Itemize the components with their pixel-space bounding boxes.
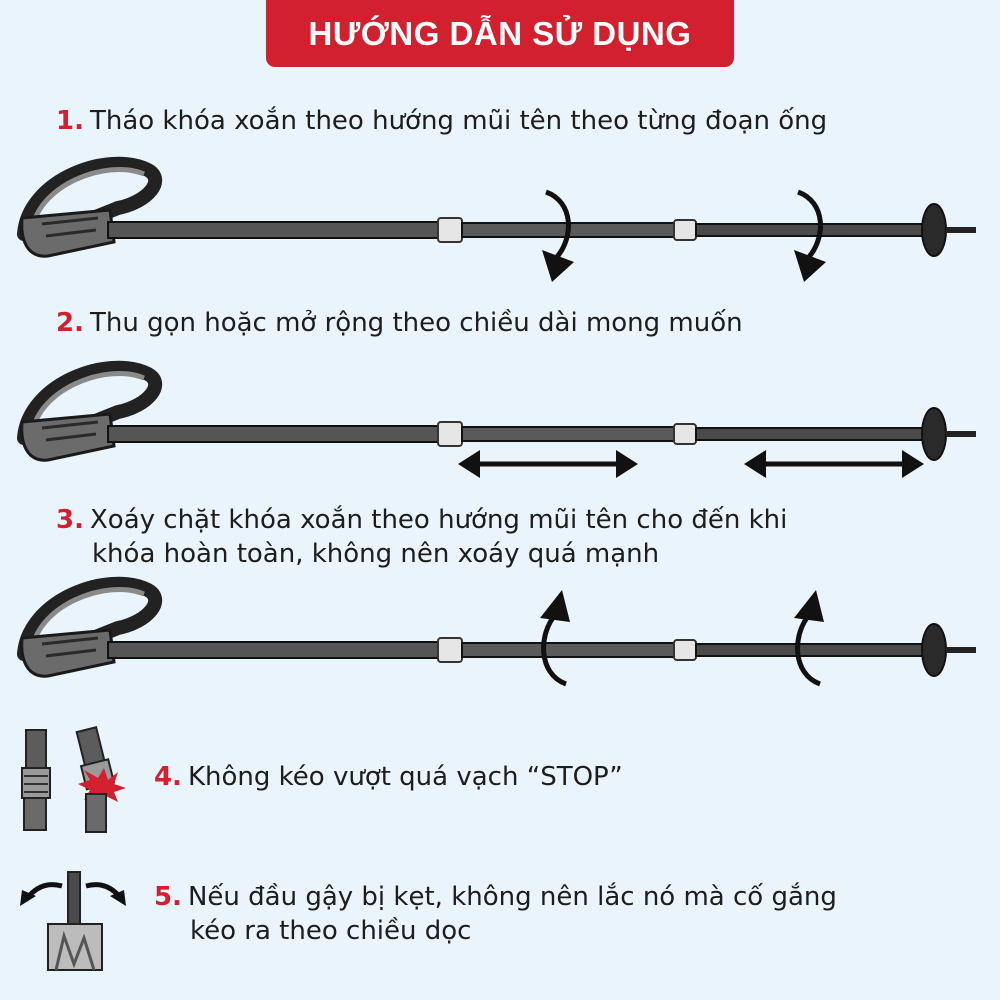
step-5 [154,880,837,948]
step-number: 5. [154,882,182,912]
trekking-pole-unlock-icon [18,148,982,288]
step-text: Thu gọn hoặc mở rộng theo chiều dài mong muốn [89,308,743,338]
step-3 [56,503,787,571]
title-banner [266,0,734,67]
trekking-pole-lock-icon [18,580,982,700]
step-1 [56,104,827,138]
step-number: 2. [56,308,84,338]
stuck-pole-tip-icon [18,866,128,976]
step-number: 1. [56,106,84,136]
step-number: 3. [56,505,84,535]
step-text-line-2: khóa hoàn toàn, không nên xoáy quá mạnh [92,539,660,569]
page-title: HƯỚNG DẪN SỬ DỤNG [308,14,692,52]
step-4 [154,760,623,794]
trekking-pole-adjust-icon [18,360,982,490]
step-text: Không kéo vượt quá vạch “STOP” [187,762,623,792]
step-2 [56,306,743,340]
step-number: 4. [154,762,182,792]
pole-stop-mark-icon [18,728,128,836]
step-text: Tháo khóa xoắn theo hướng mũi tên theo từng đoạn ống [89,106,828,136]
step-text-line-2: kéo ra theo chiều dọc [190,916,472,946]
step-text: Nếu đầu gậy bị kẹt, không nên lắc nó mà cố gắng [187,882,837,912]
step-text: Xoáy chặt khóa xoắn theo hướng mũi tên cho đến khi [89,505,788,535]
